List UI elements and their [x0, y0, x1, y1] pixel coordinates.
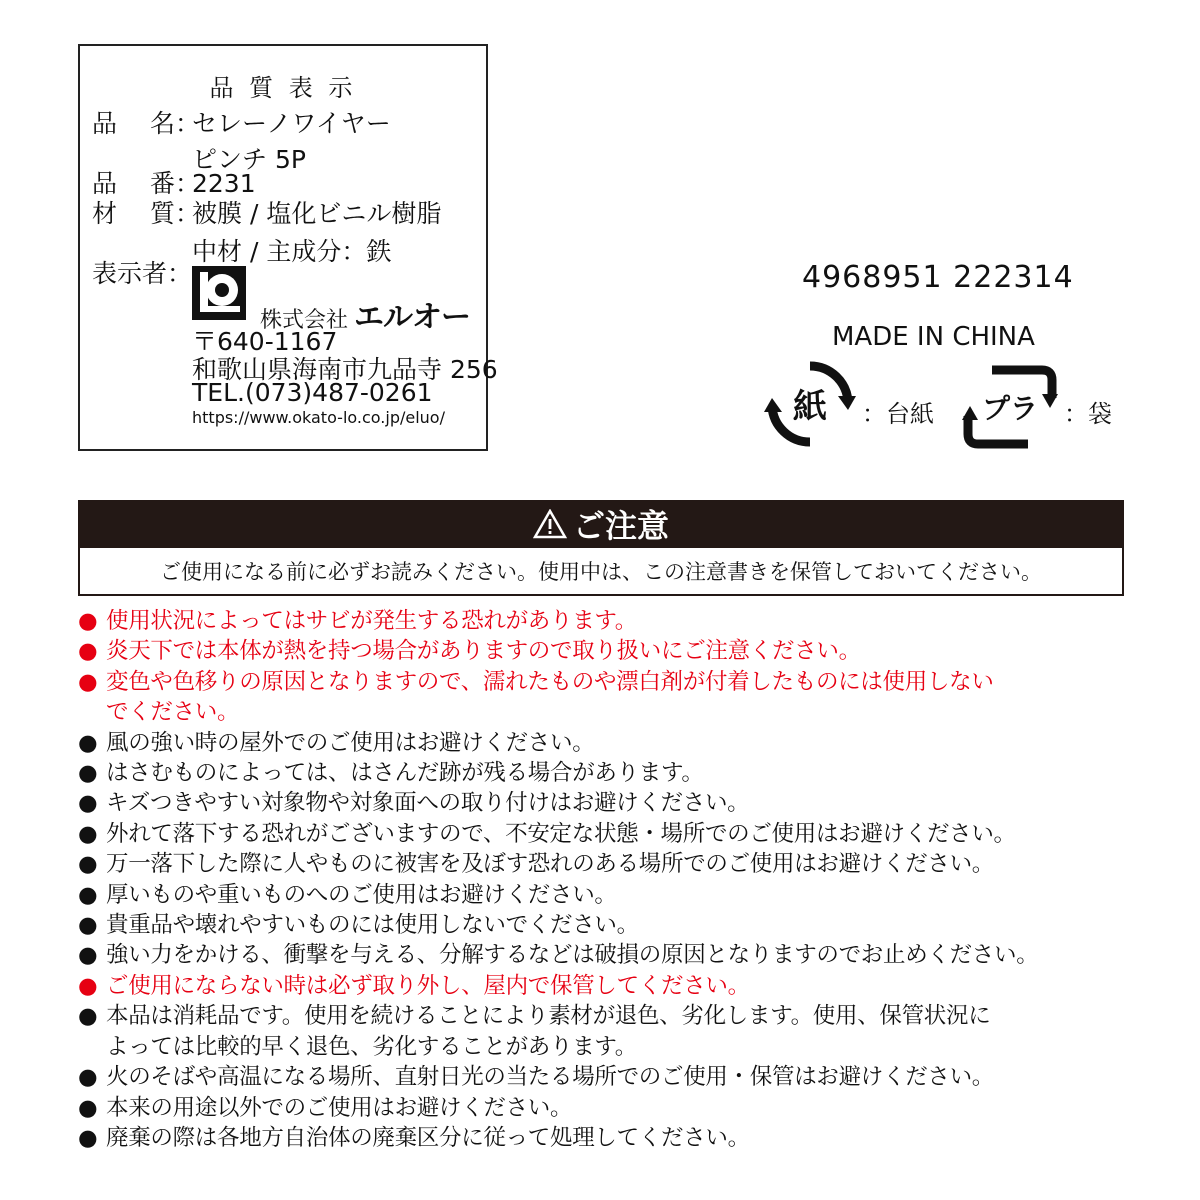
caution-note-text: 風の強い時の屋外でのご使用はお避けください。 [106, 729, 595, 756]
bullet-icon: ● [78, 729, 98, 756]
material-line1: 被膜 / 塩化ビニル樹脂 [192, 199, 442, 228]
caution-note-text: 本来の用途以外でのご使用はお避けください。 [106, 1094, 573, 1121]
caution-note [78, 606, 1138, 636]
material-row [92, 198, 441, 230]
product-name-line1: セレーノワイヤー [192, 109, 391, 138]
origin-label: MADE IN CHINA [832, 322, 1035, 352]
plastic-recycle-label: ：袋 [1064, 400, 1112, 428]
product-number: 2231 [192, 169, 256, 198]
caution-note [78, 636, 1138, 666]
caution-notes-list [78, 606, 1138, 1153]
caution-note [78, 1062, 1138, 1092]
product-name-line2: ピンチ 5P [192, 145, 306, 174]
company-prefix: 株式会社 [260, 308, 349, 333]
paper-recycle-label: ：台紙 [862, 400, 934, 428]
caution-note [78, 758, 1138, 788]
product-name-row [92, 108, 391, 140]
telephone: TEL.(073)487-0261 [192, 378, 433, 407]
caution-note-text: 使用状況によってはサビが発生する恐れがあります。 [106, 608, 638, 634]
caution-note [78, 728, 1138, 758]
bullet-icon: ● [78, 608, 98, 634]
bullet-icon: ● [78, 1124, 98, 1151]
caution-note-text: 万一落下した際に人やものに被害を及ぼす恐れのある場所でのご使用はお避けください。 [106, 851, 995, 878]
caution-note-text: キズつきやすい対象物や対象面への取り付けはお避けください。 [106, 790, 750, 817]
labeler-key: 表示者： [92, 259, 193, 288]
caution-note-text: はさむものによっては、はさんだ跡が残る場合があります。 [106, 760, 704, 787]
caution-note [78, 1093, 1138, 1123]
product-number-key: 品 番： [92, 169, 200, 198]
caution-note [78, 667, 1138, 728]
caution-subtitle: ご使用になる前に必ずお読みください。使用中は、この注意書きを保管しておいてください。 [78, 548, 1124, 596]
caution-note [78, 849, 1138, 879]
product-number-row [92, 168, 256, 200]
bullet-icon: ● [78, 1064, 98, 1091]
caution-note [78, 1123, 1138, 1153]
quality-label-title: 品 質 表 示 [209, 74, 357, 102]
bullet-icon: ● [78, 942, 98, 969]
barcode-number: 4968951 222314 [802, 260, 1074, 295]
bullet-icon: ● [78, 820, 98, 847]
bullet-icon: ● [78, 790, 98, 817]
bullet-icon: ● [78, 1003, 98, 1030]
product-name-key: 品 名： [92, 109, 200, 138]
bullet-icon: ● [78, 638, 98, 665]
bullet-icon: ● [78, 1094, 98, 1121]
caution-note-text: 外れて落下する恐れがございますので、不安定な状態・場所でのご使用はお避けください。 [106, 820, 1016, 847]
caution-note [78, 971, 1138, 1001]
caution-note [78, 880, 1138, 910]
caution-note [78, 910, 1138, 940]
paper-recycle-icon [764, 360, 856, 450]
bullet-icon: ● [78, 760, 98, 787]
caution-note-text: 廃棄の際は各地方自治体の廃棄区分に従って処理してください。 [106, 1124, 750, 1151]
bullet-icon: ● [78, 881, 98, 908]
bullet-icon: ● [78, 972, 98, 999]
plastic-recycle-icon [962, 364, 1058, 450]
caution-note [78, 1001, 1138, 1062]
warning-triangle-icon [533, 509, 567, 539]
caution-note-text: 本品は消耗品です。使用を続けることにより素材が退色、劣化します。使用、保管状況に [106, 1003, 991, 1030]
quality-label-box [78, 44, 498, 451]
labeler-row [92, 258, 192, 290]
caution-note [78, 940, 1138, 970]
caution-note-text: 強い力をかける、衝撃を与える、分解するなどは破損の原因となりますのでお止めください。 [106, 942, 1039, 969]
material-line2: 中材 / 主成分：鉄 [192, 237, 392, 266]
caution-note-text: 貴重品や壊れやすいものには使用しないでください。 [106, 912, 639, 939]
caution-note [78, 788, 1138, 818]
company-logo-icon [192, 266, 246, 320]
caution-note-text: よっては比較的早く退色、劣化することがあります。 [106, 1033, 638, 1060]
postal-code: 〒640-1167 [192, 327, 338, 356]
paper-mark-text: 紙 [793, 387, 827, 427]
bullet-icon: ● [78, 668, 98, 695]
material-key: 材 質： [92, 199, 200, 228]
caution-note-text: でください。 [106, 699, 240, 726]
caution-note-text: ご使用にならない時は必ず取り外し、屋内で保管してください。 [106, 972, 750, 999]
caution-title: ご注意 [572, 507, 669, 545]
caution-note-text: 炎天下では本体が熱を持つ場合がありますので取り扱いにご注意ください。 [106, 638, 861, 665]
caution-note [78, 819, 1138, 849]
bullet-icon: ● [78, 851, 98, 878]
company-url: https://www.okato-lo.co.jp/eluo/ [192, 408, 445, 427]
company-brand: エルオー [354, 300, 471, 335]
plastic-mark-text: プラ [981, 392, 1039, 425]
caution-note-text: 変色や色移りの原因となりますので、濡れたものや漂白剤が付着したものには使用しない [106, 668, 994, 695]
caution-note-text: 火のそばや高温になる場所、直射日光の当たる場所でのご使用・保管はお避けください。 [106, 1064, 995, 1091]
address: 和歌山県海南市九品寺 256 [192, 355, 498, 384]
caution-note-text: 厚いものや重いものへのご使用はお避けください。 [106, 881, 617, 908]
caution-header [78, 500, 1124, 548]
bullet-icon: ● [78, 912, 98, 939]
